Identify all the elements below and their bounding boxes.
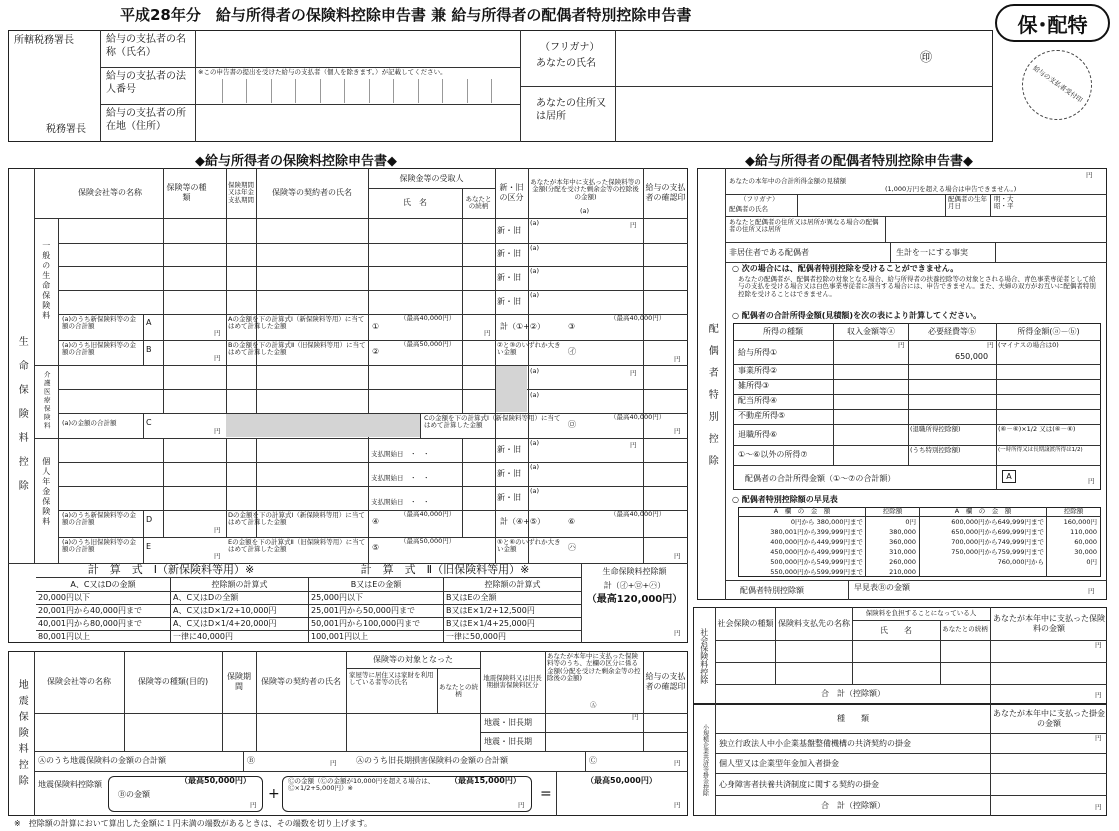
f1-r2-c0: 40,001円から80,000円まで [38,619,142,628]
general-life-label: 一般の生命保険料 [41,241,51,321]
eq-sumB: Ⓐのうち地震保険料の金額の合計額 [38,756,166,765]
social-yen-1: 円 [1095,641,1102,649]
quick_right-value: 0円 [1086,558,1097,566]
n4: ④ [372,517,380,526]
nursing-a-2: (a) [530,391,540,399]
retire-formula: (⑥－⑥)×1/2 又は(⑥－⑥) [998,425,1076,433]
eq-col-kind: 保険等の種類(目的) [137,677,209,687]
max40-3: （最高40,000円） [610,314,666,322]
A-mark: A [146,318,152,327]
nursing-gray-1 [496,366,527,412]
sum12: 計（①+②） [500,322,546,331]
quick_right-value: 160,000円 [1063,518,1097,526]
f1-r3-c1: 一律に40,000円 [173,632,233,641]
general-newold-2[interactable]: 新・旧 [497,249,521,258]
col-newold: 新・旧の区分 [499,183,524,202]
general-newold-3[interactable]: 新・旧 [497,273,521,282]
eq-col-amount: あなたが本年中に支払った保険料等のうち、左欄の区分に係る金額(分配を受けた剰余金等の控除後の金額) [547,652,641,683]
f1-r0-c0: 20,000円以下 [38,593,90,602]
formula2-title: 計 算 式 Ⅱ（旧保険料等用）※ [360,563,530,577]
your-address-field[interactable] [618,88,990,140]
f1-r0-c1: A、C又はDの全額 [173,593,239,602]
eq-equals: = [540,786,552,802]
eq-col-confirm: 給与の支払者の確認印 [645,672,686,691]
f2-r3-c0: 100,001円以上 [311,632,369,641]
income-dividend: 配当所得④ [738,396,778,405]
quick_right-range: 650,000円から699,999円まで [951,528,1044,536]
A-label: (a)のうち新保険料等の金額の合計額 [62,315,137,331]
col-holder: 保険等の契約者の氏名 [272,188,352,198]
spouse-era: 明・大昭・平 [994,195,1014,211]
general-a-1: (a) [530,219,540,227]
eq-C-mark: Ⓒ [589,756,597,765]
C-label: (a)の金額の合計額 [62,419,117,427]
general-yen-1: 円 [630,221,637,229]
quick_right-row [920,527,1100,537]
inc-col-income: 収入金額等ⓐ [847,327,895,337]
pension-newold-1[interactable]: 新・旧 [497,445,521,454]
calc-title: ○ 配偶者の合計所得金額(見積額)を次の表により計算してください。 [732,311,982,320]
life-total-label: 生命保険料控除額 [602,567,667,577]
col-beneficiary: 保険金等の受取人 [399,173,464,183]
quick_left-range: 550,000円から599,999円まで [770,568,863,576]
income-realestate: 不動産所得⑤ [738,411,786,420]
eq-b-amount: Ⓑの金額 [118,790,150,799]
social-col-kind: 社会保険の種類 [717,619,774,629]
form-title: 平成28年分 給与所得者の保険料控除申告書 兼 給与所得者の配偶者特別控除申告書 [120,6,692,24]
quick_right-value: 110,000 [1070,528,1097,536]
pension-start-3: 支払開始日 ・ ・ [371,498,430,506]
eq-col-relation: あなたとの続柄 [439,682,478,698]
quick_right-range: 760,000円から [997,558,1044,566]
small-col-amount: あなたが本年中に支払った掛金の金額 [993,708,1105,728]
notice-body: あなたの配偶者が、配偶者控除の対象となる場合、給与所得者の扶養控除等の対象とされる場合、青色事業専従者として給与の支払を受ける場合又は白色事業専従者に該当する場合には、申告できません。また、夫婦の双方がお互いに配偶者特別控除を受けることはできません。 [738,275,1096,298]
income-est-yen: 円 [1086,171,1093,179]
quick_left-row [739,547,919,557]
eq-col-type: 地震保険料又は旧長期損害保険料区分 [483,673,542,689]
payer-number-note: ※この申告書の提出を受けた給与の支払者（個人を除きます。）が記載してください。 [198,68,447,76]
eq-max15: （最高15,000円） [450,776,521,785]
D-yen: 円 [214,526,221,534]
eq-B-yen: 円 [330,759,337,767]
spouse-birth-label: 配偶者の生年月日 [948,195,987,211]
social-col-amount: あなたが本年中に支払った保険料の金額 [993,614,1105,633]
income-other: ①～⑥以外の所得⑦ [738,450,808,459]
col-relation: あなたとの続柄 [465,194,492,210]
quick_right-range: 700,000円から749,999円まで [951,538,1044,546]
max40-1: （最高40,000円） [400,314,456,322]
quick_left-value: 210,000 [889,568,916,576]
quick_right-row [920,547,1100,557]
pension-label: 個人年金保険料 [41,457,51,527]
your-name-label: あなたの氏名 [536,58,596,69]
pension-a-1: (a) [530,439,540,447]
expense-yen: 円 [987,341,994,349]
f2-r3-c1: 一律に50,000円 [446,632,506,641]
income-business: 事業所得② [738,366,778,375]
quick_left-value: 360,000 [889,538,916,546]
life-total-max: （最高120,000円） [586,593,683,605]
receipt-stamp-text: 給与の支払者受付印 [1031,64,1084,105]
quick_left-row [739,537,919,547]
tax-office-suffix: 税務署長 [46,124,86,135]
nursing-label: 介護医療保険料 [42,371,51,431]
payer-address-label: 給与の支払者の所在地（住所） [106,108,186,132]
n1: ① [372,322,380,331]
quick_right-row [920,517,1100,527]
C-mark: C [146,418,152,427]
small-col-kind: 種 類 [837,713,869,723]
qk-col2-left: 控除額 [882,506,903,515]
payer-name-field[interactable] [198,32,516,65]
income-misc: 雑所得③ [738,381,770,390]
E-mark: E [146,542,152,551]
pension-a-3: (a) [530,487,540,495]
col-period: 保険期間又は年金支払期間 [228,180,254,204]
final-label: 配偶者特別控除額 [740,586,804,595]
C-yen: 円 [214,427,221,435]
nonresident-label: 非居住者である配偶者 [729,248,809,257]
max50-2: （最高50,000円） [400,340,456,348]
eq-col-period: 保険期間 [227,672,251,691]
pension-start-2: 支払開始日 ・ ・ [371,474,430,482]
spouse-furigana: （フリガナ） [740,195,779,203]
qk-col1-right: A 欄 の 金 額 [954,506,1012,515]
quick_right-row [920,537,1100,547]
B-label: (a)のうち旧保険料等の金額の合計額 [62,341,137,357]
spouse-side-label: 配偶者特別控除 [706,323,718,477]
f2-r0-c0: 25,000円以下 [311,593,363,602]
social-side-label: 社会保険料控除 [699,628,709,684]
col-name: 氏 名 [403,198,427,208]
tax-office-label: 所轄税務署長 [14,35,74,46]
f2-r2-c1: B又はE×1/4+25,000円 [446,619,535,628]
minus-note: (マイナスの場合は0) [998,341,1059,349]
quick_right-value: 60,000 [1074,538,1097,546]
f2-r1-c0: 25,001円から50,000円まで [311,606,415,615]
payer-number-label: 給与の支払者の法人番号 [106,71,186,95]
total-income-yen: 円 [1088,477,1095,485]
income-salary-yen: 円 [898,341,905,349]
life-total-formula: 計（㋑+㋺+㋩） [603,581,666,591]
eq-col-target-name: 家屋等に居住又は家財を利用している者等の氏名 [349,671,434,687]
sum45: 計（④+⑤） [500,517,546,526]
eq-B-mark: Ⓑ [247,756,255,765]
pension-yen-1: 円 [630,441,637,449]
small-row-1: 独立行政法人中小企業基盤整備機構の共済契約の掛金 [719,739,911,748]
bigger56: ⑤と⑥のいずれか大きい金額 [497,538,561,554]
social-col-payee: 保険料支払先の名称 [778,619,850,629]
spouse-name-label: 配偶者の氏名 [729,205,768,213]
small-row-2: 個人型又は企業型年金加入者掛金 [719,759,839,768]
eq-c-cond: Ⓒの金額（Ⓒの金額が10,000円を超える場合は、Ⓒ×1/2+5,000円）※ [288,777,435,793]
general-a-3: (a) [530,267,540,275]
E-yen: 円 [214,552,221,560]
quick_left-value: 0円 [905,518,916,526]
n-i: ㋑ [568,347,576,356]
quick_left-row [739,517,919,527]
eq-max50-total: （最高50,000円） [586,776,657,785]
quick_left-value: 380,000 [889,528,916,536]
quick_left-value: 260,000 [889,558,916,566]
social-col-bearer: 保険料を負担することになっている人 [865,608,977,617]
col-confirm: 給与の支払者の確認印 [645,183,686,202]
social-total: 合 計（控除額） [821,689,885,699]
f2-h1: B又はEの金額 [350,579,402,589]
n-ro: ㋺ [568,420,576,429]
retire-note: (退職所得控除額) [910,425,961,433]
income-est-label: あなたの本年中の合計所得金額の見積額 [729,177,846,185]
general-a-4: (a) [530,291,540,299]
col-amount: あなたが本年中に支払った保険料等の金額(分配を受けた剰余金等の控除後の金額) [530,177,641,201]
eq-max50-b: （最高50,000円） [180,776,251,785]
small-row-3: 心身障害者扶養共済制度に関する契約の掛金 [719,780,879,789]
f2-r2-c0: 50,001円から100,000円まで [311,619,421,628]
max40-4: （最高40,000円） [400,510,456,518]
inc-col-expense: 必要経費等ⓑ [928,327,976,337]
pension-start-1: 支払開始日 ・ ・ [371,450,430,458]
quick_left-range: 450,000円から499,999円まで [770,548,863,556]
life-total-yen: 円 [674,629,681,637]
nursing-yen-1: 円 [630,369,637,377]
yen-1: 円 [484,329,491,337]
yen-i: 円 [674,355,681,363]
A-yen: 円 [214,329,221,337]
eq-type-2[interactable]: 地震・旧長期 [484,737,532,746]
footnote: ※ 控除額の計算において算出した金額に１円未満の端数があるときは、その端数を切り上げます。 [14,819,373,828]
B-yen: 円 [214,354,221,362]
quick_right-range: 600,000円から649,999円まで [951,518,1044,526]
pension-a-2: (a) [530,463,540,471]
quick_left-range: 400,000円から449,999円まで [770,538,863,546]
your-name-field[interactable] [618,32,990,84]
general-a-2: (a) [530,244,540,252]
nursing-a-1: (a) [530,367,540,375]
eq-type-1[interactable]: 地震・旧長期 [484,718,532,727]
n6: ⑥ [568,517,576,526]
quick_left-range: 500,000円から549,999円まで [770,558,863,566]
f1-h2: 控除額の計算式 [211,579,268,589]
general-newold-4[interactable]: 新・旧 [497,297,521,306]
n5: ⑤ [372,543,380,552]
income-retire: 退職所得⑥ [738,430,778,439]
qk-col1-left: A 欄 の 金 額 [773,506,831,515]
E-calc: Eの金額を下の計算式Ⅱ（旧保険料等用）に当てはめて計算した金額 [228,538,366,554]
f2-r1-c1: B又はE×1/2+12,500円 [446,606,535,615]
income-salary: 給与所得① [738,348,778,357]
quick_right-row [920,557,1100,567]
B-mark: B [146,345,152,354]
eq-col-company: 保険会社等の名称 [47,677,111,687]
yen-ha: 円 [674,552,681,560]
form-badge: 保･配特 [995,4,1110,42]
eq-plus: + [268,786,280,802]
final-yen: 円 [1088,587,1095,595]
small-total: 合 計（控除額） [821,800,885,810]
qk-col2-right: 控除額 [1063,506,1084,515]
yen-ro: 円 [674,427,681,435]
quick_left-row [739,527,919,537]
eq-yen-1: 円 [632,713,639,721]
quick-title: ○ 配偶者特別控除額の早見表 [732,495,838,504]
total-income-label: 配偶者の合計所得金額（①～⑦の合計額） [745,474,896,483]
payer-number-field[interactable] [198,79,516,103]
pension-newold-3[interactable]: 新・旧 [497,493,521,502]
your-seal: ㊞ [920,50,933,64]
formula1-title: 計 算 式 Ⅰ（新保険料等用）※ [87,563,255,577]
D-calc: Dの金額を下の計算式Ⅰ（新保険料等用）に当てはめて計算した金額 [228,511,365,527]
furigana-label: （フリガナ） [540,42,600,53]
eq-c-yen: 円 [518,801,525,809]
spouse-section-heading: ◆給与所得者の配偶者特別控除申告書◆ [745,154,973,169]
small-yen-1: 円 [1095,734,1102,742]
inc-col-result: 所得金額(ⓐ－ⓑ) [1017,327,1080,337]
social-col-relation: あなたとの続柄 [942,625,988,634]
small-side-label: 小規模企業共済等掛金控除 [701,724,709,796]
f1-r1-c0: 20,001円から40,000円まで [38,606,142,615]
spouse-address-label: あなたと配偶者の住所又は居所が異なる場合の配偶者の住所又は居所 [729,218,879,234]
eq-C-yen: 円 [674,759,681,767]
D-label: (a)のうち新保険料等の金額の合計額 [62,511,137,527]
f2-r0-c1: B又はEの全額 [446,593,497,602]
pension-newold-2[interactable]: 新・旧 [497,469,521,478]
eq-deduction: 地震保険料控除額 [38,780,102,789]
f1-r2-c1: A、C又はD×1/4+20,000円 [173,619,277,628]
col-company: 保険会社等の名称 [78,188,142,198]
bigger23: ②と③のいずれか大きい金額 [497,341,561,357]
small-total-yen: 円 [1095,803,1102,811]
col-kind: 保険等の種類 [166,183,207,202]
max50-5: （最高50,000円） [400,537,456,545]
quick_left-range: 380,001円から399,999円まで [770,528,863,536]
eq-col-holder: 保険等の契約者の氏名 [261,677,341,687]
D-mark: D [146,515,153,524]
eq-total-yen: 円 [674,801,681,809]
max40-ro: （最高40,000円） [610,413,666,421]
salary-expense: 650,000 [955,352,989,361]
eq-col-amount-A: Ⓐ [590,701,597,709]
eq-sumC: Ⓐのうち旧長期損害保険料の金額の合計額 [356,756,508,765]
notice-title: ○ 次の場合には、配偶者特別控除を受けることができません。 [732,264,959,273]
income-est-note: (1,000万円を超える場合は申告できません。) [885,185,1017,193]
C-gray [226,414,420,437]
same-living-label: 生計を一にする事実 [896,248,968,257]
max40-6: （最高40,000円） [610,510,666,518]
A-calc: Aの金額を下の計算式Ⅰ（新保険料等用）に当てはめて計算した金額 [228,315,365,331]
quick_right-value: 30,000 [1074,548,1097,556]
col-amount-a: (a) [580,207,590,215]
quick_left-range: 0円から 380,000円まで [790,518,863,526]
eq-col-target: 保険等の対象となった [373,655,453,665]
quick_left-row [739,567,919,577]
f1-r1-c1: A、C又はD×1/2+10,000円 [173,606,277,615]
payer-name-label: 給与の支払者の名称（氏名） [106,34,186,58]
social-total-yen: 円 [1095,691,1102,699]
f1-r3-c0: 80,001円以上 [38,632,90,641]
f1-h1: A、C又はDの金額 [70,579,136,589]
eq-side-label: 地震保険料控除 [16,679,28,791]
receipt-stamp-circle [1022,50,1092,120]
quick-right-rows [920,517,1100,567]
your-address-label: あなたの住所又は居所 [536,98,606,122]
general-newold-1[interactable]: 新・旧 [497,226,521,235]
quick_left-row [739,557,919,567]
B-calc: Bの金額を下の計算式Ⅱ（旧保険料等用）に当てはめて計算した金額 [228,341,366,357]
inc-col-kind: 所得の種類 [763,327,803,337]
quick_right-range: 750,000円から759,999円まで [951,548,1044,556]
quick-left-rows [739,517,919,577]
E-label: (a)のうち旧保険料等の金額の合計額 [62,538,137,554]
final-note: 早見表Ⓑの金額 [854,583,910,592]
n3: ③ [568,322,576,331]
social-col-name: 氏 名 [880,625,912,635]
special-formula: (一時所得又は長期譲渡所得は1/2) [998,447,1083,453]
C-calc: Cの金額を下の計算式Ⅰ（新保険料等用）に当てはめて計算した金額 [424,414,561,430]
eq-b-yen: 円 [250,801,257,809]
f2-h2: 控除額の計算式 [484,579,541,589]
insurance-section-heading: ◆給与所得者の保険料控除申告書◆ [195,154,397,169]
n-ha: ㋩ [568,543,576,552]
payer-address-field[interactable] [198,106,516,140]
quick_left-value: 310,000 [889,548,916,556]
life-side-label: 生命保険料控除 [16,336,28,504]
total-income-A: A [1002,470,1016,483]
special-note: (うち特別控除額) [910,446,961,454]
n2: ② [372,347,380,356]
